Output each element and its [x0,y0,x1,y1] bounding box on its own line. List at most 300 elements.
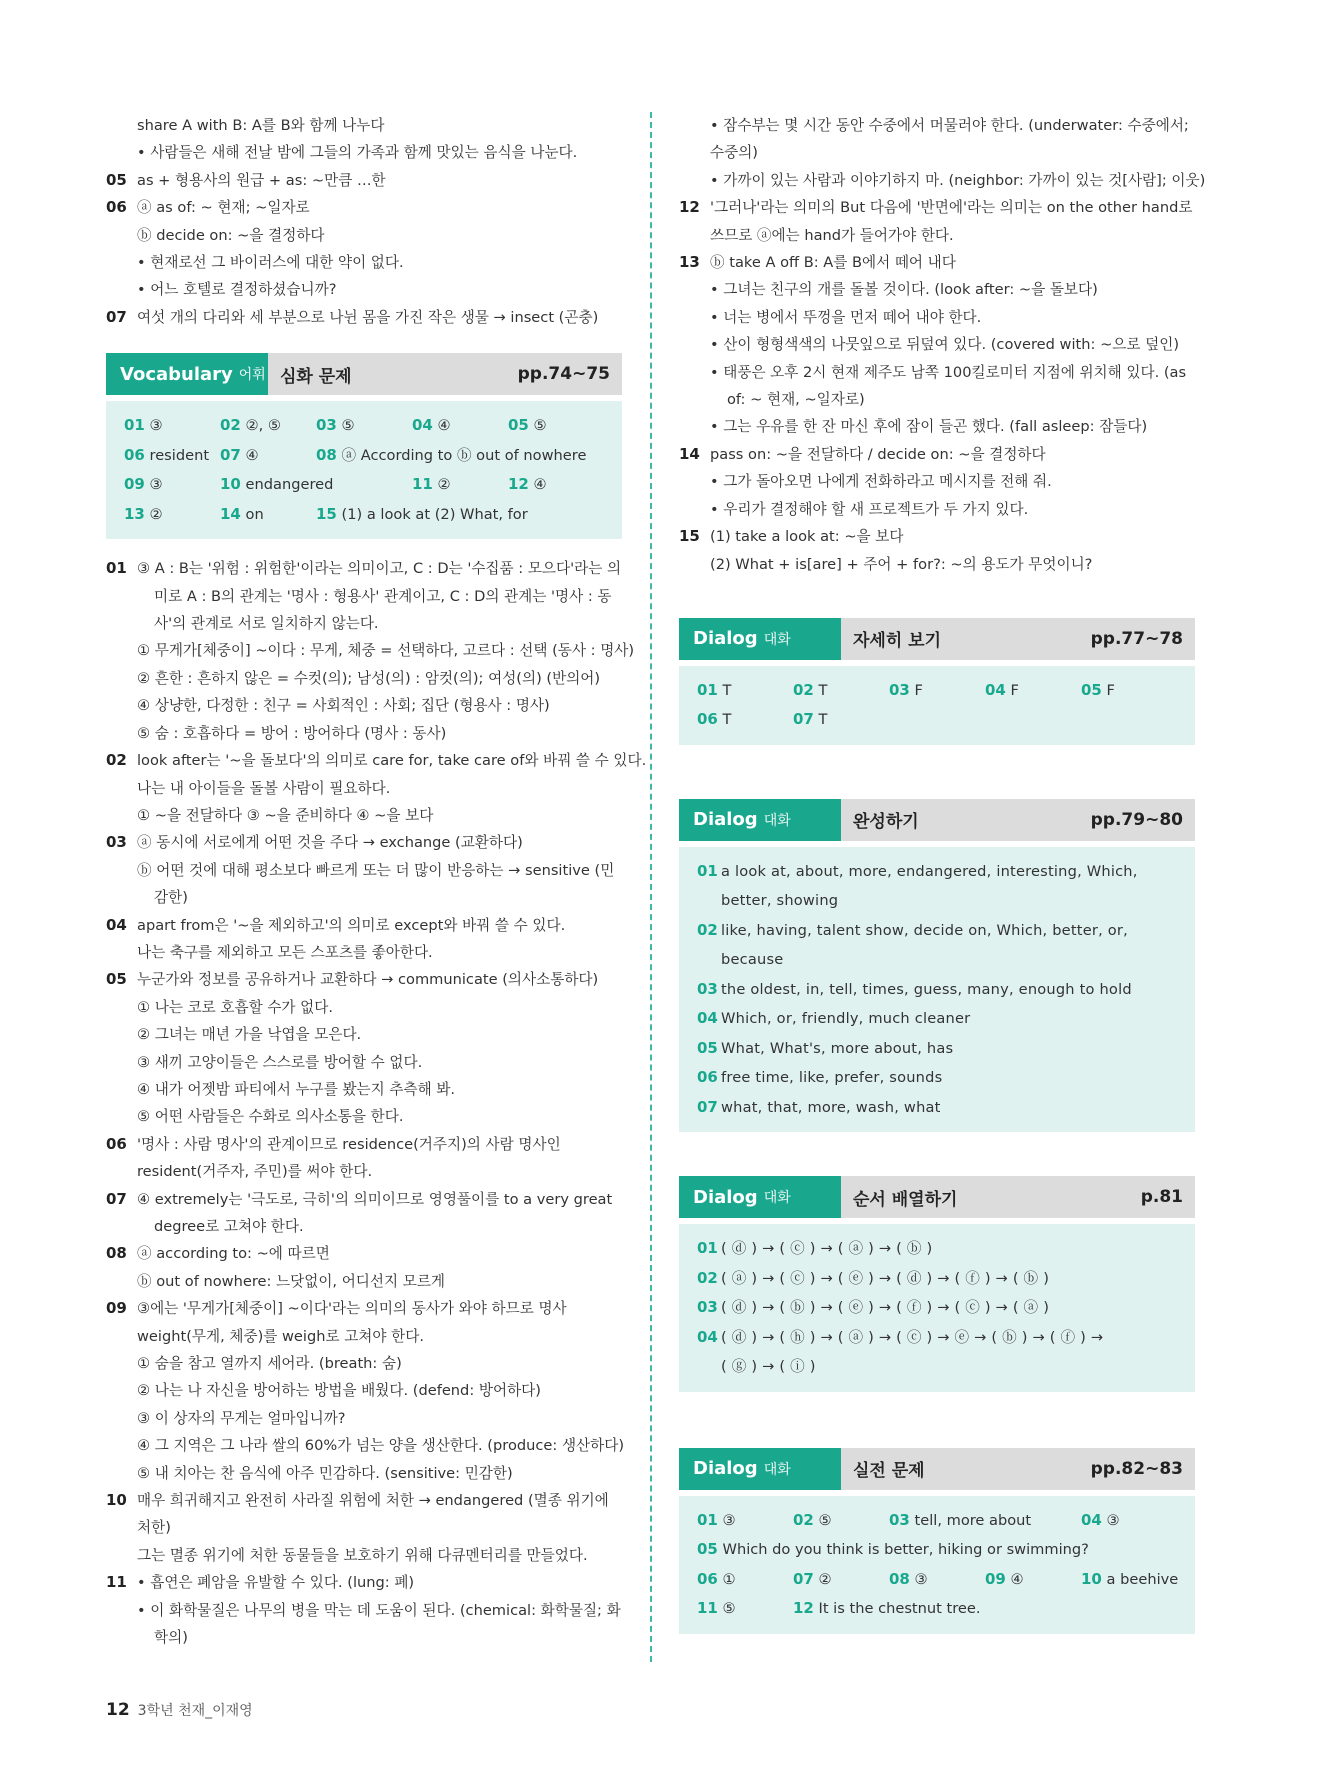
text-line [106,1158,622,1185]
answer-number: 05 [697,1540,718,1559]
line-text: share A with B: A를 B와 함께 나누다 [137,117,385,134]
answer-item [220,441,259,471]
box-title: 순서 배열하기 [853,1189,958,1210]
answer-item [697,705,731,735]
text-line [106,555,622,582]
page-number: 12 [106,1700,130,1720]
answer-number: 07 [220,445,241,464]
text-line [106,583,622,610]
item-number: 07 [106,1189,127,1208]
box-tag [106,353,268,395]
box-tag-en: Dialog [693,1458,758,1480]
line-text: ⓐ according to: ~에 따르면 [137,1245,330,1263]
text-line [106,1323,622,1350]
answer-row [697,1234,1179,1264]
box-tag [679,1448,841,1490]
answer-item [793,676,827,706]
line-text: '그러나'라는 의미의 But 다음에 '반면에'라는 의미는 on the other hand로 [710,199,1193,217]
line-text: ③ 새끼 고양이들은 스스로를 방어할 수 없다. [137,1053,423,1071]
text-line [106,1597,622,1624]
answer-number: 11 [412,475,433,494]
answer-item [412,470,451,500]
dialog-box-order [679,1176,1195,1392]
text-line [679,222,1195,249]
text-line [679,468,1195,495]
line-text: 여섯 개의 다리와 세 부분으로 나뉜 몸을 가진 작은 생물 → insect (곤충) [137,308,599,326]
item-number: 11 [106,1573,127,1592]
answer-row [697,1004,1179,1034]
text-line [106,747,647,774]
line-text: • 그가 돌아오면 나에게 전화하라고 메시지를 전해 줘. [710,473,1052,491]
item-number: 12 [679,198,700,217]
answer-value: ②, ⑤ [245,417,281,435]
item-number: 03 [106,833,127,852]
text-line [106,1049,622,1076]
item-number: 08 [106,1244,127,1263]
text-line [106,1569,622,1596]
text-line [106,1377,622,1404]
answer-text: ( ⓐ ) → ( ⓒ ) → ( ⓔ ) → ( ⓓ ) → ( ⓕ ) → ( ⓑ ) [721,1269,1050,1287]
line-text: • 산이 형형색색의 나뭇잎으로 뒤덮여 있다. (covered with: ~으로 덮인) [710,336,1180,354]
text-line [106,112,622,139]
line-text: 나는 축구를 제외하고 모든 스포츠를 좋아한다. [137,943,433,961]
box-body [679,1496,1195,1634]
answer-row [697,1034,1179,1064]
answer-item [793,1565,832,1595]
answer-number: 01 [697,1510,718,1529]
line-text: • 그녀는 친구의 개를 돌볼 것이다. (look after: ~을 돌보다) [710,281,1098,299]
answer-row [124,470,606,500]
line-text: ⓑ take A off B: A를 B에서 떼어 내다 [710,254,956,272]
text-line [106,1240,622,1267]
box-header [679,1448,1195,1490]
answer-row [124,411,606,441]
answer-text: the oldest, in, tell, times, guess, many, enough to hold [721,980,1132,998]
answer-value: ② [149,505,163,523]
text-line [106,139,622,166]
answer-number: 06 [124,445,145,464]
answer-item [697,1594,736,1624]
text-line [106,249,622,276]
answer-text: ( ⓓ ) → ( ⓑ ) → ( ⓔ ) → ( ⓕ ) → ( ⓒ ) → ( ⓐ ) [721,1299,1050,1317]
text-line [106,665,622,692]
box-title: 실전 문제 [853,1461,925,1482]
answer-item [220,470,333,500]
text-line [106,966,622,993]
line-text: of: ~ 현재, ~일자로) [727,391,865,409]
text-line [106,994,622,1021]
line-text: • 흡연은 폐암을 유발할 수 있다. (lung: 폐) [137,1574,415,1592]
line-text: 그는 멸종 위기에 처한 동물들을 보호하기 위해 다큐멘터리를 만들었다. [137,1546,588,1564]
line-text: ⓐ as of: ~ 현재; ~일자로 [137,199,310,217]
box-tag-en: Vocabulary [120,363,233,385]
answer-value: ④ [437,417,451,435]
text-line [106,1021,622,1048]
text-line [106,610,622,637]
text-line [106,1350,622,1377]
answer-item [1081,676,1115,706]
box-tag-ko: 대화 [763,812,791,829]
answer-item [889,1506,1031,1536]
answer-row [697,1594,1179,1624]
box-body [679,847,1195,1133]
line-text: 수중의) [710,144,758,162]
answer-item [889,676,923,706]
answer-number: 12 [793,1599,814,1618]
line-text: ⓑ out of nowhere: 느닷없이, 어디선지 모르게 [137,1272,446,1290]
answer-row [697,705,1179,735]
item-number: 13 [679,253,700,272]
box-tag-ko: 대화 [763,631,791,648]
text-line [679,276,1195,303]
answer-row [124,500,606,530]
line-text: 미로 A : B의 관계는 '명사 : 형용사' 관계이고, C : D의 관계는 '명사 : 동 [154,587,612,605]
item-number: 06 [106,1134,127,1153]
line-text: ⓑ 어떤 것에 대해 평소보다 빠르게 또는 더 많이 반응하는 → sensitive (민 [137,861,615,879]
page-footer [106,1700,253,1720]
line-text: ② 나는 나 자신을 방어하는 방법을 배웠다. (defend: 방어하다) [137,1382,541,1400]
answer-text: What, What's, more about, has [721,1039,954,1057]
answer-value: ② [818,1570,832,1588]
answer-number: 02 [793,680,814,699]
line-text: • 사람들은 새해 전날 밤에 그들의 가족과 함께 맛있는 음식을 나눈다. [137,144,578,162]
box-tag [679,618,841,660]
text-line [106,167,622,194]
text-line [106,1487,622,1514]
line-text: apart from은 '~을 제외하고'의 의미로 except와 바꿔 쓸 수 있다. [137,916,566,934]
box-header [679,1176,1195,1218]
text-line [106,1076,622,1103]
line-text: 사'의 관계로 서로 일치하지 않는다. [154,615,379,633]
line-text: ③ A : B는 '위험 : 위험한'이라는 의미이고, C : D는 '수집품 : 모으다'라는 의 [137,560,622,578]
box-tag-en: Dialog [693,809,758,831]
box-body [679,666,1195,745]
text-line [106,829,622,856]
text-line [106,1131,622,1158]
left-column [106,112,647,1652]
answer-text: a look at, about, more, endangered, interesting, Which, [721,862,1138,880]
line-text: (2) What + is[are] + 주어 + for?: ~의 용도가 무엇이니? [710,555,1093,573]
answer-value: ③ [149,476,163,494]
box-body [106,401,622,539]
answer-value: ③ [914,1570,928,1588]
line-text: '명사 : 사람 명사'의 관계이므로 residence(거주지)의 사람 명사인 [137,1135,561,1153]
answer-item [220,500,264,530]
box-header [679,799,1195,841]
answer-text: like, having, talent show, decide on, Which, better, or, [721,921,1128,939]
text-line [106,857,622,884]
answer-number: 01 [124,416,145,435]
text-line [106,775,622,802]
answer-number: 08 [889,1569,910,1588]
answer-row [697,1293,1179,1323]
text-line [106,1514,622,1541]
answer-item [316,441,586,471]
box-pages: pp.74~75 [517,364,610,385]
answer-row [697,916,1179,975]
text-line [106,692,622,719]
answer-row [697,975,1179,1005]
line-text: 처한) [137,1519,171,1537]
answer-number: 03 [889,680,910,699]
item-number: 07 [106,307,127,326]
answer-item [124,411,163,441]
line-text: • 어느 호텔로 결정하셨습니까? [137,281,337,299]
line-text: pass on: ~을 전달하다 / decide on: ~을 결정하다 [710,445,1046,463]
text-line [106,222,622,249]
line-text: • 가까이 있는 사람과 이야기하지 마. (neighbor: 가까이 있는 것[사람]; 이웃) [710,171,1206,189]
text-line [679,386,1195,413]
text-line [106,1460,622,1487]
box-tag-ko: 어휘 [238,367,266,384]
answer-row [697,857,1179,916]
answer-item [220,411,281,441]
answer-item [793,1506,832,1536]
answer-number: 04 [1081,1510,1102,1529]
line-text: 누군가와 정보를 공유하거나 교환하다 → communicate (의사소통하다) [137,971,599,989]
right-column [679,112,1206,1650]
line-text: ④ 내가 어젯밤 파티에서 누구를 봤는지 추측해 봐. [137,1080,456,1098]
text-line [106,1268,622,1295]
item-number: 04 [106,915,127,934]
text-line [106,912,622,939]
box-title: 완성하기 [853,812,919,833]
answer-value: ③ [149,417,163,435]
answer-value: ⑤ [341,417,355,435]
answer-item [697,1565,736,1595]
answer-value: T [818,681,828,699]
box-tag-en: Dialog [693,1186,758,1208]
box-pages: pp.77~78 [1090,628,1183,649]
box-tag-ko: 대화 [763,1190,791,1207]
answer-number: 10 [1081,1569,1102,1588]
line-text: 학의) [154,1629,188,1647]
line-text: 쓰므로 ⓐ에는 hand가 들어가야 한다. [710,226,954,244]
answer-value: ④ [1010,1570,1024,1588]
answer-value: T [722,711,732,729]
answer-text: free time, like, prefer, sounds [721,1069,943,1087]
answer-value: ① [722,1570,736,1588]
answer-row [697,1506,1179,1536]
answer-number: 01 [697,861,718,880]
box-pages: pp.79~80 [1090,809,1183,830]
dialog-box-detail [679,618,1195,745]
line-text: ⑤ 내 치아는 찬 음식에 아주 민감하다. (sensitive: 민감한) [137,1464,513,1482]
answer-value: ⓐ According to ⓑ out of nowhere [341,446,587,464]
answer-value: F [1106,681,1115,699]
vocabulary-explanations [106,555,647,1651]
answer-item [985,676,1019,706]
answer-value: F [1010,681,1019,699]
answer-value: endangered [245,476,334,494]
answer-number: 04 [985,680,1006,699]
line-text: ③에는 '무게가[체중이] ~이다'라는 의미의 동사가 와야 하므로 명사 [137,1300,567,1318]
text-line [106,1186,622,1213]
line-text: • 우리가 결정해야 할 새 프로젝트가 두 가지 있다. [710,500,1029,518]
answer-item [1081,1506,1120,1536]
box-title: 심화 문제 [280,366,352,387]
box-body [679,1224,1195,1392]
text-line [106,637,635,664]
answer-value: a beehive [1106,1570,1179,1588]
answer-number: 11 [697,1599,718,1618]
answer-number: 04 [412,416,433,435]
answer-number: 07 [793,710,814,729]
answer-number: 05 [1081,680,1102,699]
text-line [679,496,1195,523]
dialog-box-practice [679,1448,1195,1634]
answer-number: 03 [697,1298,718,1317]
answer-number: 07 [697,1097,718,1116]
answer-value: T [818,711,828,729]
item-number: 09 [106,1299,127,1318]
answer-row [697,1063,1179,1093]
line-text: • 이 화학물질은 나무의 병을 막는 데 도움이 된다. (chemical: 화학물질; 화 [137,1601,621,1619]
text-line [106,1213,622,1240]
text-line [679,139,1195,166]
answer-number: 02 [793,1510,814,1529]
text-line [106,939,622,966]
vocabulary-box [106,353,622,539]
item-number: 02 [106,751,127,770]
answer-number: 04 [697,1327,718,1346]
text-line [679,523,1195,550]
line-text: resident(거주자, 주민)를 써야 한다. [137,1163,373,1181]
answer-row [697,1565,1179,1595]
answer-number: 01 [697,1239,718,1258]
text-line [106,1405,622,1432]
answer-number: 03 [697,979,718,998]
answer-value: on [245,505,264,523]
answer-item [124,441,209,471]
box-title: 자세히 보기 [853,631,942,652]
item-number: 10 [106,1491,127,1510]
text-line [679,551,1195,578]
answer-text: better, showing [721,892,839,910]
answer-value: It is the chestnut tree. [818,1600,981,1618]
line-text: • 그는 우유를 한 잔 마신 후에 잠이 들곤 했다. (fall asleep: 잠들다) [710,418,1148,436]
answer-item [697,676,731,706]
box-tag [679,799,841,841]
line-text: ⓑ decide on: ~을 결정하다 [137,226,325,244]
answer-number: 05 [697,1038,718,1057]
item-number: 15 [679,527,700,546]
answer-number: 07 [793,1569,814,1588]
line-text: ② 흔한 : 흔하지 않은 = 수컷(의); 남성(의) : 암컷(의); 여성(의) (반의어) [137,669,601,687]
answer-number: 02 [697,1268,718,1287]
line-text: ① 숨을 참고 열까지 세어라. (breath: 숨) [137,1355,402,1373]
line-text: ① 나는 코로 호흡할 수가 없다. [137,998,333,1016]
answer-row [697,1535,1179,1565]
item-number: 06 [106,198,127,217]
box-tag [679,1176,841,1218]
answer-item [793,1594,981,1624]
answer-number: 04 [697,1009,718,1028]
text-line [679,167,1206,194]
line-text: 매우 희귀해지고 완전히 사라질 위험에 처한 → endangered (멸종 위기에 [137,1492,609,1510]
item-number: 14 [679,444,700,463]
column-divider [650,112,652,1662]
answer-row [697,1323,1179,1382]
answer-row [697,676,1179,706]
dialog-box-complete [679,799,1195,1133]
answer-text: ( ⓓ ) → ( ⓗ ) → ( ⓐ ) → ( ⓒ ) → ⓔ → ( ⓑ ) → ( ⓕ ) → [721,1328,1104,1346]
line-text: 감한) [154,889,188,907]
text-line [106,1432,625,1459]
text-line [679,112,1195,139]
line-text: 나는 내 아이들을 돌볼 사람이 필요하다. [137,779,391,797]
box-pages: pp.82~83 [1090,1458,1183,1479]
answer-value: ⑤ [818,1511,832,1529]
answer-number: 06 [697,1068,718,1087]
answer-number: 10 [220,475,241,494]
answer-value: (1) a look at (2) What, for [341,505,528,523]
line-text: ⑤ 숨 : 호흡하다 = 방어 : 방어하다 (명사 : 동사) [137,724,447,742]
line-text: ④ 상냥한, 다정한 : 친구 = 사회적인 : 사회; 집단 (형용사 : 명사) [137,697,550,715]
answer-item [124,500,163,530]
answer-number: 06 [697,1569,718,1588]
line-text: ④ extremely는 '극도로, 극히'의 의미이므로 영영풀이를 to a very great [137,1190,613,1208]
item-number: 05 [106,170,127,189]
box-header [679,618,1195,660]
answer-text: ( ⓖ ) → ( ⓘ ) [721,1358,816,1376]
answer-item [889,1565,928,1595]
answer-number: 08 [316,445,337,464]
answer-number: 15 [316,504,337,523]
answer-value: ④ [245,446,259,464]
text-line [106,720,622,747]
answer-number: 12 [508,475,529,494]
text-line [106,1295,622,1322]
line-text: ④ 그 지역은 그 나라 쌀의 60%가 넘는 양을 생산한다. (produce: 생산하다) [137,1437,625,1455]
text-line [106,194,622,221]
line-text: ② 그녀는 매년 가을 낙엽을 모은다. [137,1026,362,1044]
answer-text: what, that, more, wash, what [721,1098,941,1116]
box-header [106,353,622,395]
answer-number: 02 [220,416,241,435]
answer-number: 05 [508,416,529,435]
line-text: ⑤ 어떤 사람들은 수화로 의사소통을 한다. [137,1108,404,1126]
answer-value: ③ [722,1511,736,1529]
box-tag-en: Dialog [693,628,758,650]
text-line [106,1542,622,1569]
answer-row [697,1093,1179,1123]
line-text: ① 무게가[체중이] ~이다 : 무게, 체중 = 선택하다, 고르다 : 선택 (동사 : 명사) [137,642,635,660]
answer-value: ④ [533,476,547,494]
right-top-notes [679,112,1206,578]
text-line [106,884,622,911]
answer-item [508,411,547,441]
answer-item [124,470,163,500]
answer-value: ② [437,476,451,494]
answer-item [508,470,547,500]
line-text: (1) take a look at: ~을 보다 [710,528,904,546]
answer-number: 03 [889,1510,910,1529]
text-line [679,249,1195,276]
answer-item [697,1506,736,1536]
line-text: weight(무게, 체중)를 weigh로 고쳐야 한다. [137,1327,424,1345]
text-line [679,194,1195,221]
line-text: • 잠수부는 몇 시간 동안 수중에서 머물러야 한다. (underwater: 수중에서; [710,117,1189,134]
answer-item [697,1535,1089,1565]
answer-text: Which, or, friendly, much cleaner [721,1010,971,1028]
answer-item [316,411,355,441]
answer-row [697,1264,1179,1294]
text-line [106,304,622,331]
text-line [679,413,1195,440]
line-text: • 현재로선 그 바이러스에 대한 약이 없다. [137,254,404,272]
text-line [106,276,622,303]
